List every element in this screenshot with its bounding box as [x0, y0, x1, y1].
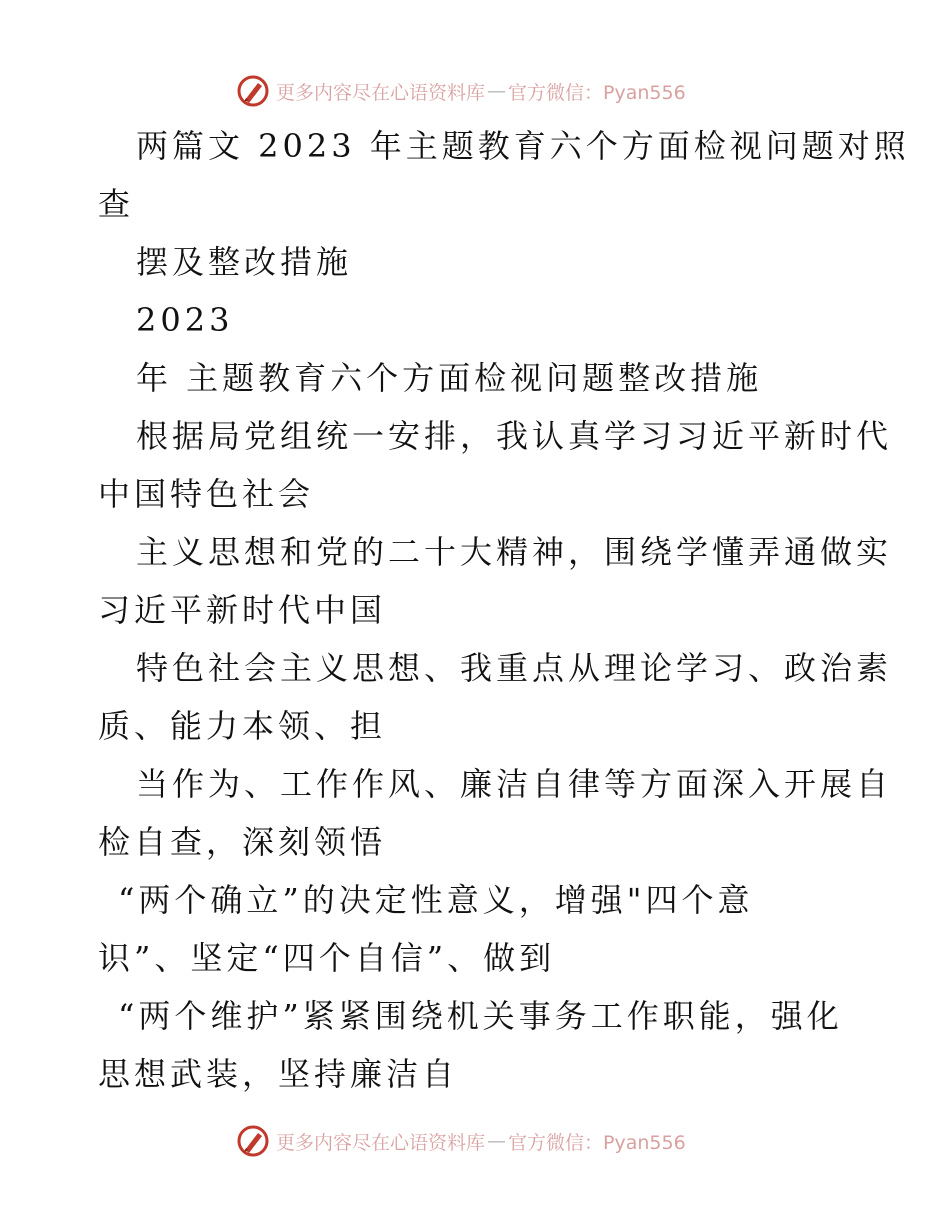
pen-logo-icon [236, 74, 270, 108]
doc-line-14: “两个确立”的决定性意义，增强"四个意 [118, 881, 754, 919]
doc-line-7: 中国特色社会 [98, 475, 315, 513]
watermark-header [236, 74, 686, 108]
doc-line-17: 思想武装，坚持廉洁自 [98, 1055, 459, 1093]
watermark-dash: — [487, 1130, 507, 1152]
doc-line-11: 质、能力本领、担 [98, 707, 387, 745]
watermark-contact: 官方微信：Pyan556 [508, 1131, 686, 1154]
doc-line-15: 识”、坚定“四个自信”、做到 [98, 939, 556, 977]
doc-line-5: 年 主题教育六个方面检视问题整改措施 [136, 359, 763, 397]
doc-line-2: 查 [98, 185, 135, 223]
watermark-footer [236, 1124, 686, 1158]
doc-line-9: 习近平新时代中国 [98, 591, 387, 629]
watermark-text: 更多内容尽在心语资料库 [276, 81, 486, 104]
doc-line-10: 特色社会主义思想、我重点从理论学习、政治素 [136, 649, 893, 687]
doc-line-12: 当作为、工作作风、廉洁自律等方面深入开展自 [136, 765, 893, 803]
watermark-dash: — [487, 80, 507, 102]
watermark-contact: 官方微信：Pyan556 [508, 81, 686, 104]
doc-line-13: 检自查，深刻领悟 [98, 823, 387, 861]
watermark-text: 更多内容尽在心语资料库 [276, 1131, 486, 1154]
doc-line-1: 两篇文 2023 年主题教育六个方面检视问题对照 [136, 127, 910, 165]
doc-line-6: 根据局党组统一安排，我认真学习习近平新时代 [136, 417, 893, 455]
doc-line-8: 主义思想和党的二十大精神，围绕学懂弄通做实 [136, 533, 893, 571]
doc-line-4: 2023 [136, 301, 234, 339]
pen-logo-icon [236, 1124, 270, 1158]
doc-line-16: “两个维护”紧紧围绕机关事务工作职能，强化 [118, 997, 843, 1035]
doc-line-3: 摆及整改措施 [136, 243, 353, 281]
